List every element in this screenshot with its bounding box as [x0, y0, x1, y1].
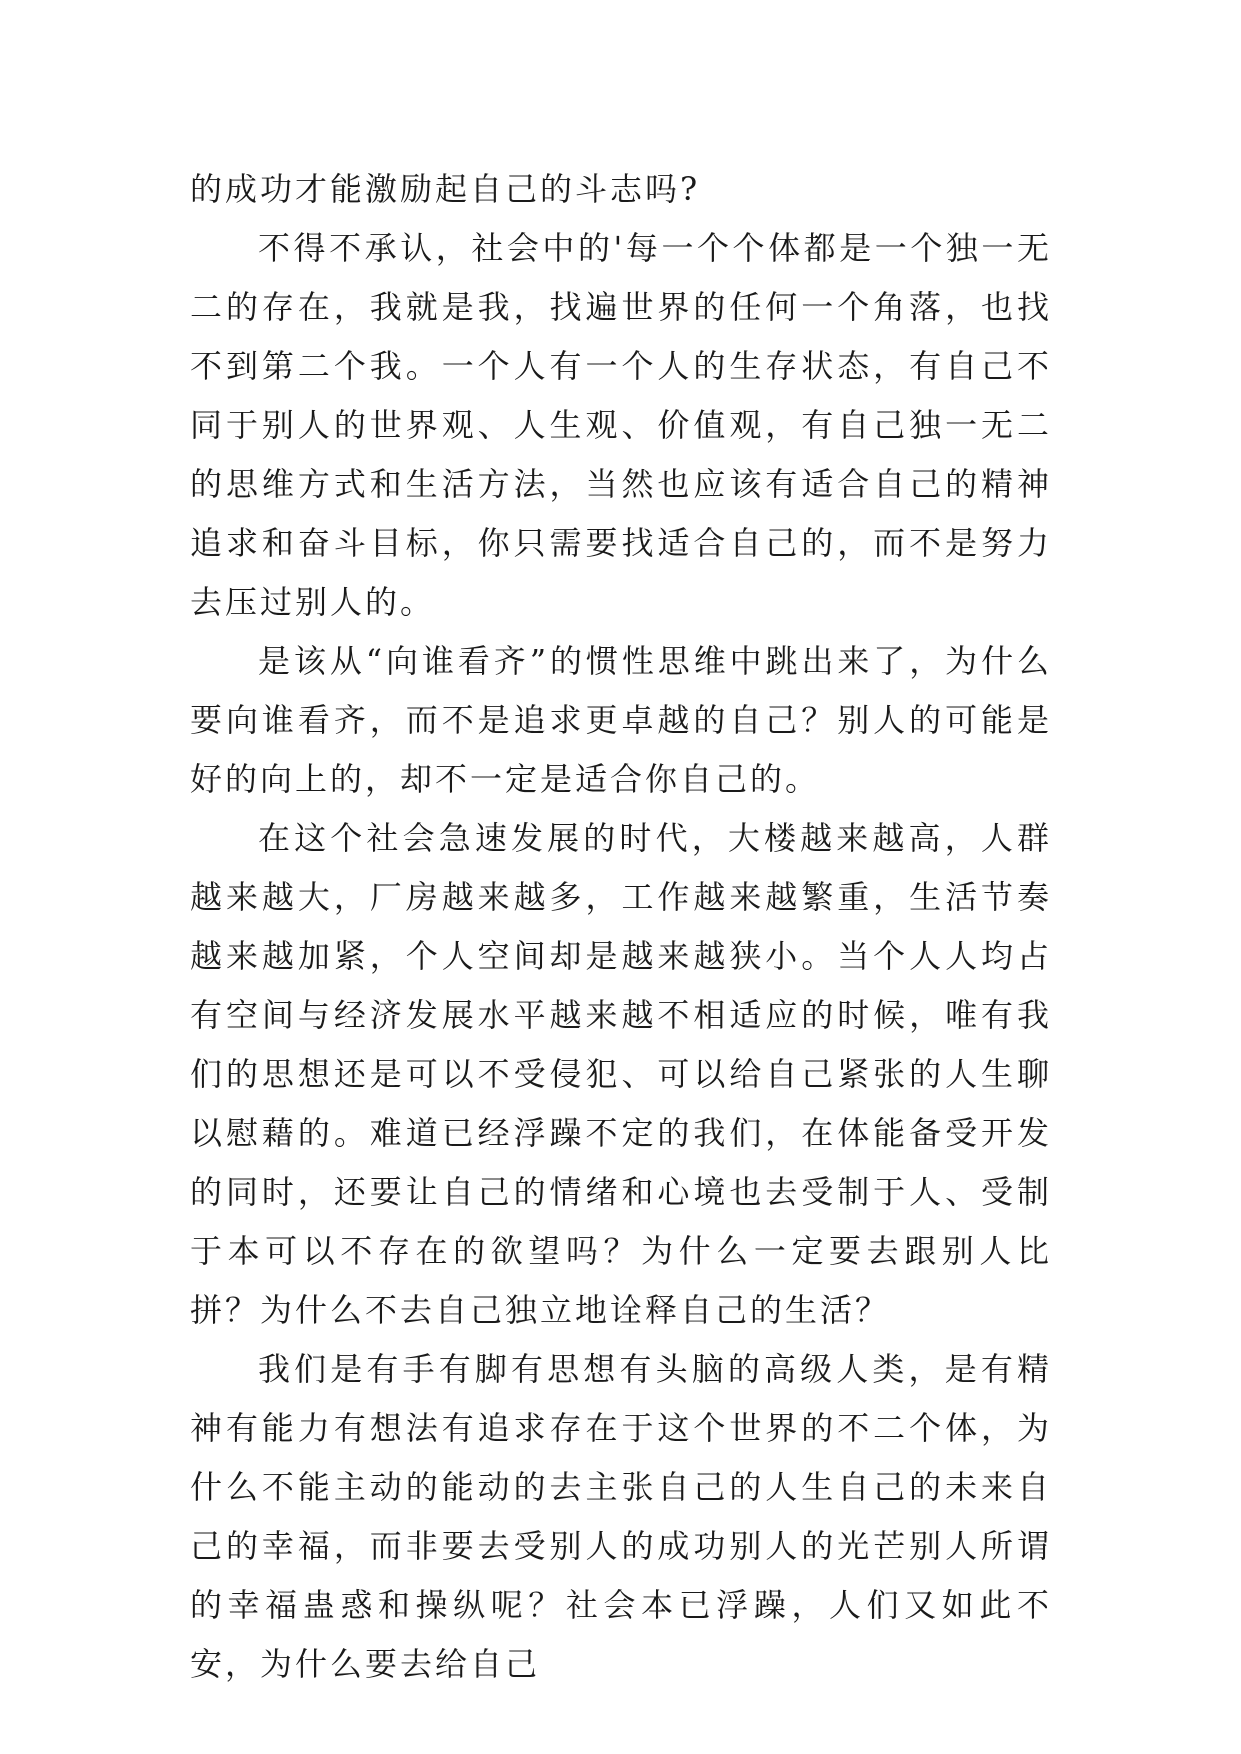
- paragraph-2: 不得不承认，社会中的'每一个个体都是一个独一无二的存在，我就是我，找遍世界的任何一个角落，也找不到第二个我。一个人有一个人的生存状态，有自己不同于别人的世界观、人生观、价值观，有自己独一无二的思维方式和生活方法，当然也应该有适合自己的精神追求和奋斗目标，你只需要找适合自己的，而不是努力去压过别人的。: [190, 229, 1052, 621]
- document-body: [190, 160, 1052, 1694]
- paragraph-5: 我们是有手有脚有思想有头脑的高级人类，是有精神有能力有想法有追求存在于这个世界的不二个体，为什么不能主动的能动的去主张自己的人生自己的未来自己的幸福，而非要去受别人的成功别人的光芒别人所谓的幸福蛊惑和操纵呢？社会本已浮躁，人们又如此不安，为什么要去给自己: [190, 1350, 1052, 1683]
- paragraph-1: 的成功才能激励起自己的斗志吗?: [190, 170, 701, 208]
- paragraph-3: 是该从“向谁看齐”的惯性思维中跳出来了，为什么要向谁看齐，而不是追求更卓越的自己？别人的可能是好的向上的，却不一定是适合你自己的。: [190, 642, 1052, 798]
- paragraph-4: 在这个社会急速发展的时代，大楼越来越高，人群越来越大，厂房越来越多，工作越来越繁重，生活节奏越来越加紧，个人空间却是越来越狭小。当个人人均占有空间与经济发展水平越来越不相适应的时候，唯有我们的思想还是可以不受侵犯、可以给自己紧张的人生聊以慰藉的。难道已经浮躁不定的我们，在体能备受开发的同时，还要让自己的情绪和心境也去受制于人、受制于本可以不存在的欲望吗？为什么一定要去跟别人比拼？为什么不去自己独立地诠释自己的生活？: [190, 819, 1052, 1329]
